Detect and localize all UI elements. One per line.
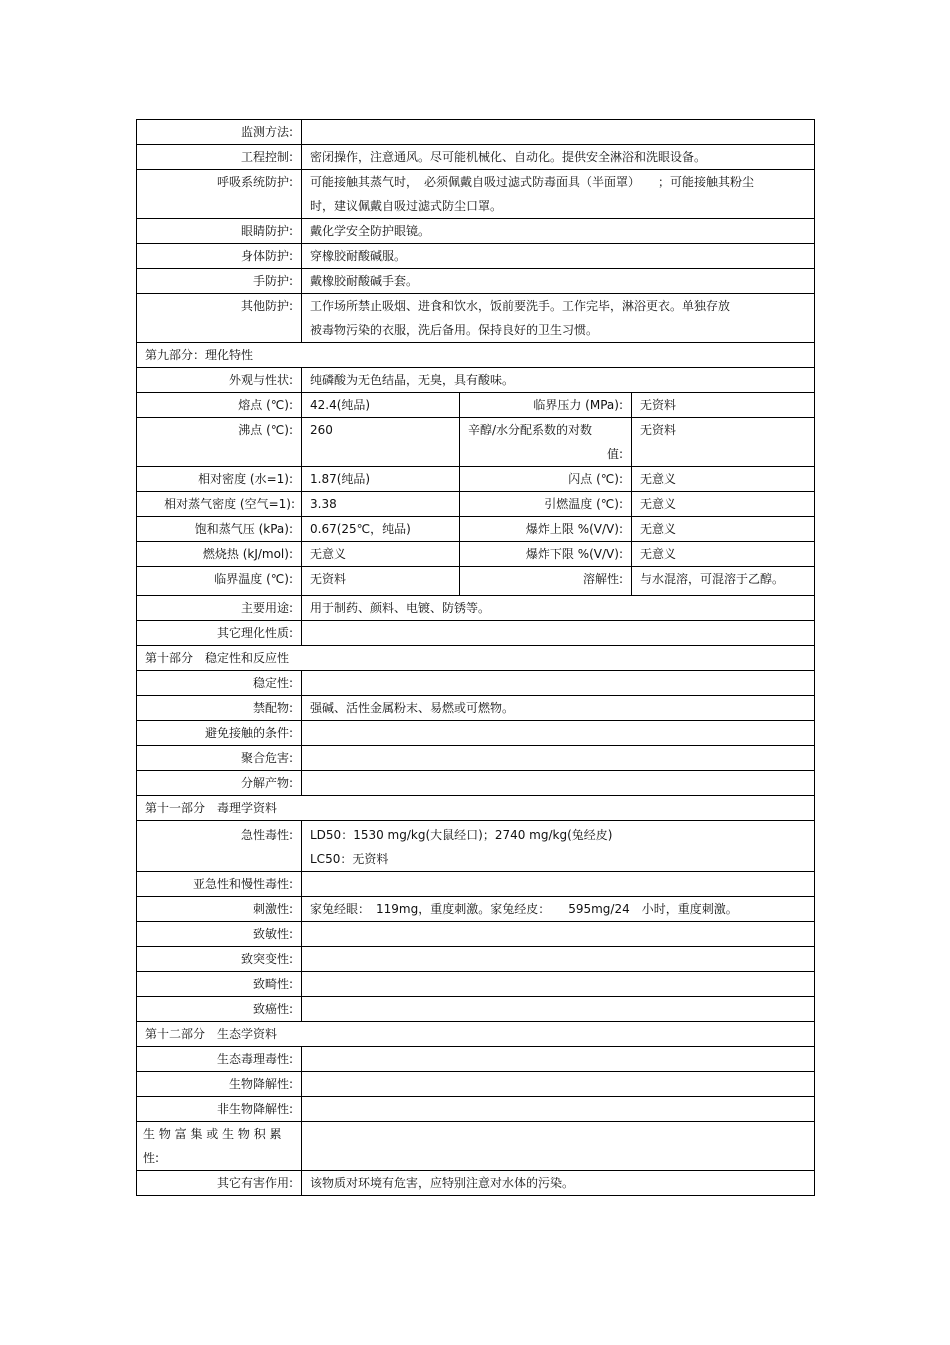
value-irritation: 家兔经眼： 119mg，重度刺激。家兔经皮： 595mg/24 小时，重度刺激。 xyxy=(302,897,815,922)
acute-ld50: LD50：1530 mg/kg(大鼠经口)；2740 mg/kg(兔经皮) xyxy=(310,828,613,842)
section-12-title: 第十二部分 生态学资料 xyxy=(137,1022,815,1047)
row-sensitization xyxy=(137,922,815,947)
label-relative-density: 相对密度 (水=1): xyxy=(137,467,302,492)
msds-table xyxy=(136,119,815,1196)
section-12-header xyxy=(137,1022,815,1047)
value-solubility: 与水混溶，可混溶于乙醇。 xyxy=(632,567,815,596)
label-critical-temp: 临界温度 (℃): xyxy=(137,567,302,596)
label-eye: 眼睛防护: xyxy=(137,219,302,244)
row-engineering-control xyxy=(137,145,815,170)
row-relative-density xyxy=(137,467,815,492)
row-ecotoxicity xyxy=(137,1047,815,1072)
value-other-protection xyxy=(302,294,815,343)
label-monitoring: 监测方法: xyxy=(137,120,302,145)
value-monitoring xyxy=(302,120,815,145)
row-non-biodegradability xyxy=(137,1097,815,1122)
label-biodegradability: 生物降解性: xyxy=(137,1072,302,1097)
label-other-harmful: 其它有害作用: xyxy=(137,1171,302,1196)
log-kow-line-2: 值: xyxy=(606,447,623,461)
row-heat-of-combustion xyxy=(137,542,815,567)
value-chronic-toxicity xyxy=(302,872,815,897)
row-other-harmful xyxy=(137,1171,815,1196)
value-engineering-control: 密闭操作，注意通风。尽可能机械化、自动化。提供安全淋浴和洗眼设备。 xyxy=(302,145,815,170)
row-vapor-density xyxy=(137,492,815,517)
value-flash-point: 无意义 xyxy=(632,467,815,492)
label-other-protection: 其他防护: xyxy=(137,294,302,343)
label-upper-explosive-limit: 爆炸上限 %(V/V): xyxy=(460,517,632,542)
label-acute-toxicity: 急性毒性: xyxy=(137,821,302,872)
label-ecotoxicity: 生态毒理毒性: xyxy=(137,1047,302,1072)
row-carcinogenicity xyxy=(137,997,815,1022)
respiratory-line-2: 时，建议佩戴自吸过滤式防尘口罩。 xyxy=(310,199,503,213)
row-chronic-toxicity xyxy=(137,872,815,897)
label-bioaccumulation xyxy=(137,1122,302,1171)
value-body: 穿橡胶耐酸碱服。 xyxy=(302,244,815,269)
label-vapor-density: 相对蒸气密度 (空气=1): xyxy=(137,492,302,517)
section-10-title: 第十部分 稳定性和反应性 xyxy=(137,646,815,671)
label-log-kow xyxy=(460,418,632,467)
value-upper-explosive-limit: 无意义 xyxy=(632,517,815,542)
section-9-header xyxy=(137,343,815,368)
value-non-biodegradability xyxy=(302,1097,815,1122)
row-boiling-point xyxy=(137,418,815,467)
value-critical-temp: 无资料 xyxy=(302,567,460,596)
label-flash-point: 闪点 (℃): xyxy=(460,467,632,492)
label-polymerization: 聚合危害: xyxy=(137,746,302,771)
value-other-physchem xyxy=(302,621,815,646)
value-melting-point: 42.4(纯品) xyxy=(302,393,460,418)
value-conditions-to-avoid xyxy=(302,721,815,746)
value-respiratory xyxy=(302,170,815,219)
label-irritation: 刺激性: xyxy=(137,897,302,922)
row-appearance xyxy=(137,368,815,393)
row-incompatible xyxy=(137,696,815,721)
value-appearance: 纯磷酸为无色结晶，无臭，具有酸味。 xyxy=(302,368,815,393)
label-solubility: 溶解性: xyxy=(460,567,632,596)
row-irritation xyxy=(137,897,815,922)
value-heat-of-combustion: 无意义 xyxy=(302,542,460,567)
value-carcinogenicity xyxy=(302,997,815,1022)
label-critical-pressure: 临界压力 (MPa): xyxy=(460,393,632,418)
row-stability xyxy=(137,671,815,696)
label-vapor-pressure: 饱和蒸气压 (kPa): xyxy=(137,517,302,542)
label-non-biodegradability: 非生物降解性: xyxy=(137,1097,302,1122)
value-main-use: 用于制药、颜料、电镀、防锈等。 xyxy=(302,596,815,621)
value-bioaccumulation xyxy=(302,1122,815,1171)
log-kow-line-1: 辛醇/水分配系数的对数 xyxy=(468,423,593,437)
row-biodegradability xyxy=(137,1072,815,1097)
value-ignition-temp: 无意义 xyxy=(632,492,815,517)
other-protection-line-2: 被毒物污染的衣服，洗后备用。保持良好的卫生习惯。 xyxy=(310,323,599,337)
label-ignition-temp: 引燃温度 (℃): xyxy=(460,492,632,517)
other-protection-line-1: 工作场所禁止吸烟、进食和饮水，饭前要洗手。工作完毕，淋浴更衣。单独存放 xyxy=(310,299,731,313)
acute-lc50: LC50：无资料 xyxy=(310,852,389,866)
label-carcinogenicity: 致癌性: xyxy=(137,997,302,1022)
value-lower-explosive-limit: 无意义 xyxy=(632,542,815,567)
label-engineering-control: 工程控制: xyxy=(137,145,302,170)
row-other-physchem xyxy=(137,621,815,646)
label-hand: 手防护: xyxy=(137,269,302,294)
section-10-header xyxy=(137,646,815,671)
label-melting-point: 熔点 (℃): xyxy=(137,393,302,418)
label-sensitization: 致敏性: xyxy=(137,922,302,947)
label-main-use: 主要用途: xyxy=(137,596,302,621)
bioaccumulation-line-2: 性: xyxy=(143,1151,160,1165)
row-critical-temp xyxy=(137,567,815,596)
label-teratogenicity: 致畸性: xyxy=(137,972,302,997)
value-boiling-point: 260 xyxy=(302,418,460,467)
label-heat-of-combustion: 燃烧热 (kJ/mol): xyxy=(137,542,302,567)
value-acute-toxicity xyxy=(302,821,815,872)
row-bioaccumulation xyxy=(137,1122,815,1171)
row-melting-point xyxy=(137,393,815,418)
label-incompatible: 禁配物: xyxy=(137,696,302,721)
label-decomposition: 分解产物: xyxy=(137,771,302,796)
section-11-header xyxy=(137,796,815,821)
bioaccumulation-line-1: 生 物 富 集 或 生 物 积 累 xyxy=(143,1127,282,1141)
value-critical-pressure: 无资料 xyxy=(632,393,815,418)
value-mutagenicity xyxy=(302,947,815,972)
value-log-kow: 无资料 xyxy=(632,418,815,467)
row-other-protection xyxy=(137,294,815,343)
row-decomposition xyxy=(137,771,815,796)
value-vapor-density: 3.38 xyxy=(302,492,460,517)
row-conditions-to-avoid xyxy=(137,721,815,746)
label-chronic-toxicity: 亚急性和慢性毒性: xyxy=(137,872,302,897)
value-eye: 戴化学安全防护眼镜。 xyxy=(302,219,815,244)
value-hand: 戴橡胶耐酸碱手套。 xyxy=(302,269,815,294)
value-sensitization xyxy=(302,922,815,947)
row-respiratory xyxy=(137,170,815,219)
label-conditions-to-avoid: 避免接触的条件: xyxy=(137,721,302,746)
respiratory-line-1: 可能接触其蒸气时， 必须佩戴自吸过滤式防毒面具（半面罩） ；可能接触其粉尘 xyxy=(310,175,755,189)
row-vapor-pressure xyxy=(137,517,815,542)
row-polymerization xyxy=(137,746,815,771)
row-mutagenicity xyxy=(137,947,815,972)
value-polymerization xyxy=(302,746,815,771)
value-incompatible: 强碱、活性金属粉末、易燃或可燃物。 xyxy=(302,696,815,721)
label-body: 身体防护: xyxy=(137,244,302,269)
label-respiratory: 呼吸系统防护: xyxy=(137,170,302,219)
label-mutagenicity: 致突变性: xyxy=(137,947,302,972)
value-ecotoxicity xyxy=(302,1047,815,1072)
row-acute-toxicity xyxy=(137,821,815,872)
value-biodegradability xyxy=(302,1072,815,1097)
label-stability: 稳定性: xyxy=(137,671,302,696)
value-stability xyxy=(302,671,815,696)
label-appearance: 外观与性状: xyxy=(137,368,302,393)
row-hand xyxy=(137,269,815,294)
row-monitoring xyxy=(137,120,815,145)
row-teratogenicity xyxy=(137,972,815,997)
value-decomposition xyxy=(302,771,815,796)
row-eye xyxy=(137,219,815,244)
label-boiling-point: 沸点 (℃): xyxy=(137,418,302,467)
section-9-title: 第九部分：理化特性 xyxy=(137,343,815,368)
value-relative-density: 1.87(纯品) xyxy=(302,467,460,492)
row-body xyxy=(137,244,815,269)
value-vapor-pressure: 0.67(25℃，纯品) xyxy=(302,517,460,542)
label-lower-explosive-limit: 爆炸下限 %(V/V): xyxy=(460,542,632,567)
row-main-use xyxy=(137,596,815,621)
value-teratogenicity xyxy=(302,972,815,997)
value-other-harmful: 该物质对环境有危害，应特别注意对水体的污染。 xyxy=(302,1171,815,1196)
section-11-title: 第十一部分 毒理学资料 xyxy=(137,796,815,821)
label-other-physchem: 其它理化性质: xyxy=(137,621,302,646)
